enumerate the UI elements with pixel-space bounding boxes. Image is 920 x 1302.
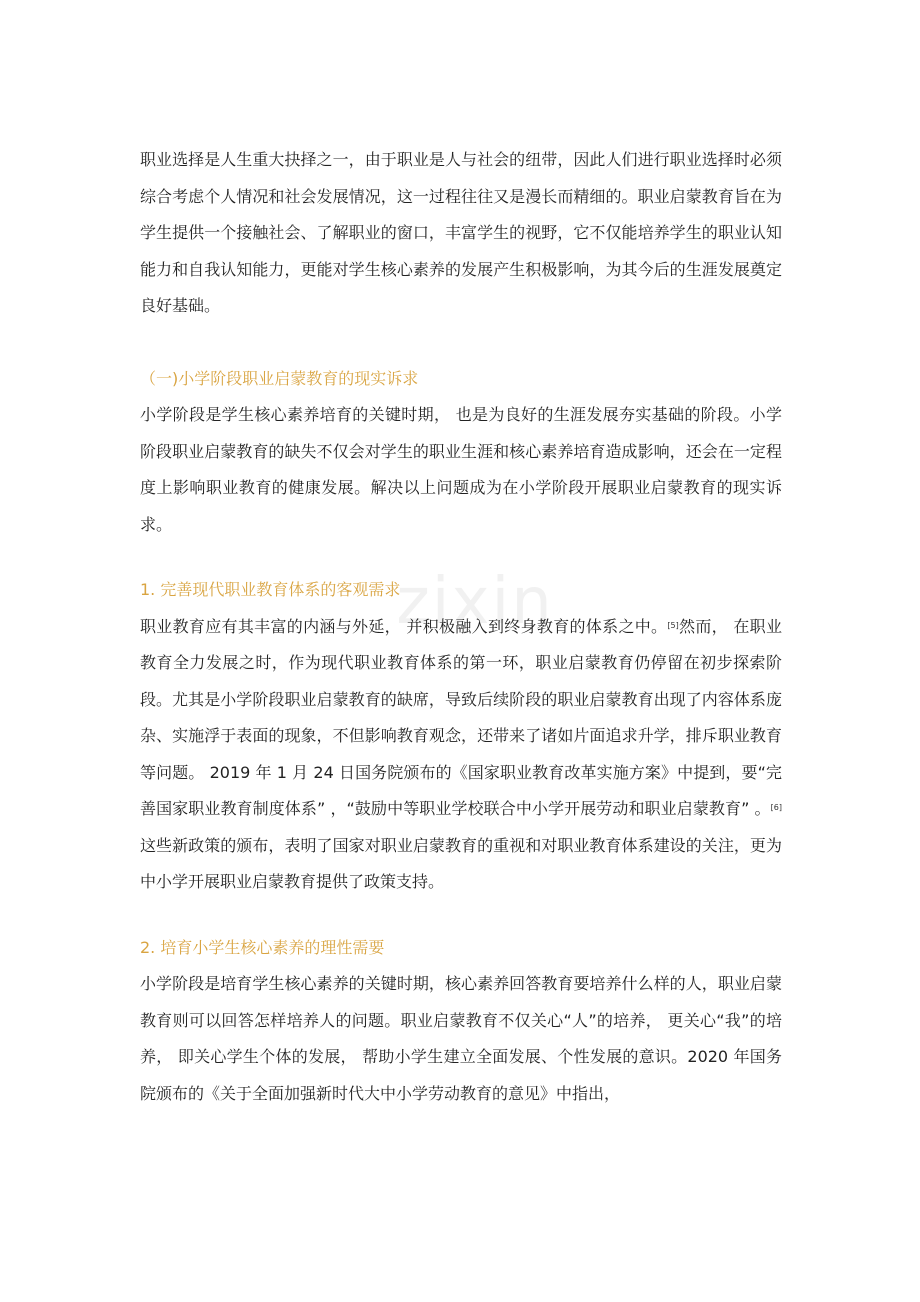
document-body: [140, 142, 782, 1112]
subsection-2-paragraph: 小学阶段是培育学生核心素养的关键时期，核心素养回答教育要培养什么样的人，职业启蒙教育则可以回答怎样培养人的问题。职业启蒙教育不仅关心“人”的培养， 更关心“我”的培养， 即关心学生个体的发展， 帮助小学生建立全面发展、个性发展的意识。2020 年国务院颁布的《关于全面加强新时代大中小学劳动教育的意见》中指出，: [140, 974, 782, 1103]
spacer: [140, 325, 782, 361]
section-1-paragraph: 小学阶段是学生核心素养培育的关键时期， 也是为良好的生涯发展夯实基础的阶段。小学阶段职业启蒙教育的缺失不仅会对学生的职业生涯和核心素养培育造成影响，还会在一定程度上影响职业教育的健康发展。解决以上问题成为在小学阶段开展职业启蒙教育的现实诉求。: [140, 405, 782, 534]
spacer: [140, 543, 782, 572]
citation-ref-5: [5]: [667, 620, 679, 630]
intro-paragraph: 职业选择是人生重大抉择之一，由于职业是人与社会的纽带，因此人们进行职业选择时必须综合考虑个人情况和社会发展情况，这一过程往往又是漫长而精细的。职业启蒙教育旨在为学生提供一个接触社会、了解职业的窗口，丰富学生的视野，它不仅能培养学生的职业认知能力和自我认知能力，更能对学生核心素养的发展产生积极影响，为其今后的生涯发展奠定良好基础。: [140, 150, 782, 315]
citation-ref-6: [6]: [770, 803, 782, 812]
subsection-1-paragraph: [140, 609, 782, 901]
subsection-1-heading: 1. 完善现代职业教育体系的客观需求: [140, 580, 401, 599]
subsection-2-heading: 2. 培育小学生核心素养的理性需要: [140, 937, 385, 957]
subsection-1-text-a: 职业教育应有其丰富的内涵与外延， 并积极融入到终身教育的体系之中。: [140, 616, 668, 636]
subsection-1-text-b: 然而， 在职业教育全力发展之时，作为现代职业教育体系的第一环，职业启蒙教育仍停留在初步探索阶段。尤其是小学阶段职业启蒙教育的缺席，导致后续阶段的职业启蒙教育出现了内容体系庞杂、实施浮于表面的现象，不但影响教育观念，还带来了诸如片面追求升学，排斥职业教育等问题。 2019 年 1 月 24 日国务院颁布的《国家职业教育改革实施方案》中提到，要“完善国家职业教育制度体系” ，“鼓励中等职业学校联合中小学开展劳动和职业启蒙教育” 。: [140, 616, 782, 818]
spacer: [140, 901, 782, 930]
watermark: zixin: [396, 565, 554, 639]
subsection-1-text-c: 这些新政策的颁布，表明了国家对职业启蒙教育的重视和对职业教育体系建设的关注，更为中小学开展职业启蒙教育提供了政策支持。: [140, 835, 782, 891]
section-1-heading: （一)小学阶段职业启蒙教育的现实诉求: [140, 368, 419, 388]
